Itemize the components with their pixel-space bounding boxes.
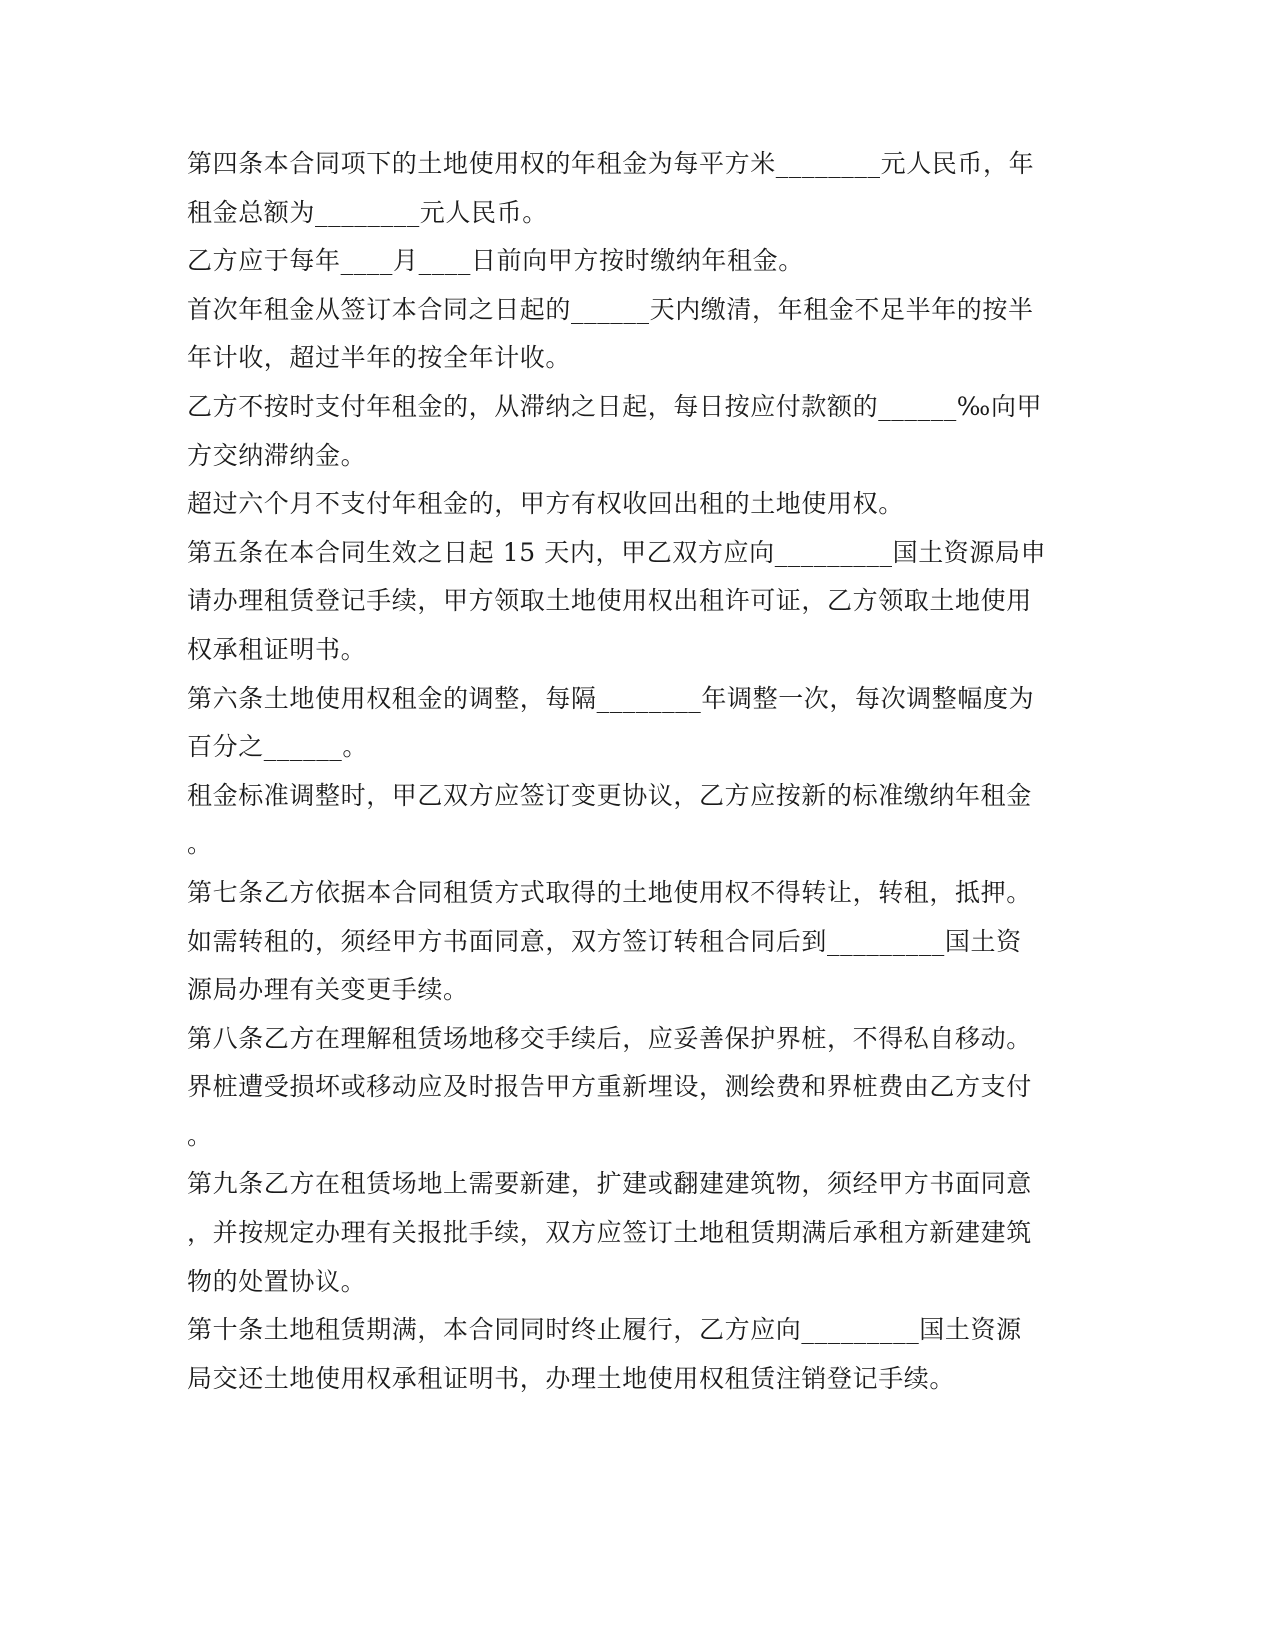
text-line: 第七条乙方依据本合同租赁方式取得的土地使用权不得转让，转租，抵押。 — [187, 877, 1032, 907]
text-line: 超过六个月不支付年租金的，甲方有权收回出租的土地使用权。 — [187, 489, 904, 519]
text-line: 租金标准调整时，甲乙双方应签订变更协议，乙方应按新的标准缴纳年租金 — [187, 780, 1032, 810]
text-line: 乙方不按时支付年租金的，从滞纳之日起，每日按应付款额的______‰向甲 — [187, 391, 1043, 421]
text-line: ，并按规定办理有关报批手续，双方应签订土地租赁期满后承租方新建建筑 — [187, 1218, 1032, 1248]
text-line: 权承租证明书。 — [187, 634, 367, 664]
text-line: 局交还土地使用权承租证明书，办理土地使用权租赁注销登记手续。 — [187, 1363, 956, 1393]
text-line: 。 — [187, 829, 213, 859]
contract-body — [187, 140, 1092, 1403]
text-line: 第八条乙方在理解租赁场地移交手续后，应妥善保护界桩，不得私自移动。 — [187, 1023, 1032, 1053]
text-line: 第五条在本合同生效之日起 15 天内，甲乙双方应向_________国土资源局申 — [187, 537, 1047, 567]
text-line: 乙方应于每年____月____日前向甲方按时缴纳年租金。 — [187, 246, 804, 276]
text-line: 第六条土地使用权租金的调整，每隔________年调整一次，每次调整幅度为 — [187, 683, 1035, 713]
text-line: 首次年租金从签订本合同之日起的______天内缴清，年租金不足半年的按半 — [187, 294, 1034, 324]
text-line: 如需转租的，须经甲方书面同意，双方签订转租合同后到_________国土资 — [187, 926, 1022, 956]
text-line: 百分之______。 — [187, 732, 369, 762]
text-line: 第九条乙方在租赁场地上需要新建，扩建或翻建建筑物，须经甲方书面同意 — [187, 1169, 1032, 1199]
text-line: 源局办理有关变更手续。 — [187, 975, 469, 1005]
text-line: 第四条本合同项下的土地使用权的年租金为每平方米________元人民币，年 — [187, 149, 1035, 178]
text-line: 方交纳滞纳金。 — [187, 440, 367, 470]
text-line: 。 — [187, 1120, 213, 1150]
text-line: 第十条土地租赁期满，本合同同时终止履行，乙方应向_________国土资源 — [187, 1315, 1022, 1345]
text-line: 租金总额为________元人民币。 — [187, 197, 548, 227]
text-line: 界桩遭受损坏或移动应及时报告甲方重新埋设，测绘费和界桩费由乙方支付 — [187, 1072, 1032, 1102]
text-line: 年计收，超过半年的按全年计收。 — [187, 343, 572, 373]
text-line: 请办理租赁登记手续，甲方领取土地使用权出租许可证，乙方领取土地使用 — [187, 586, 1032, 616]
text-line: 物的处置协议。 — [187, 1266, 367, 1296]
